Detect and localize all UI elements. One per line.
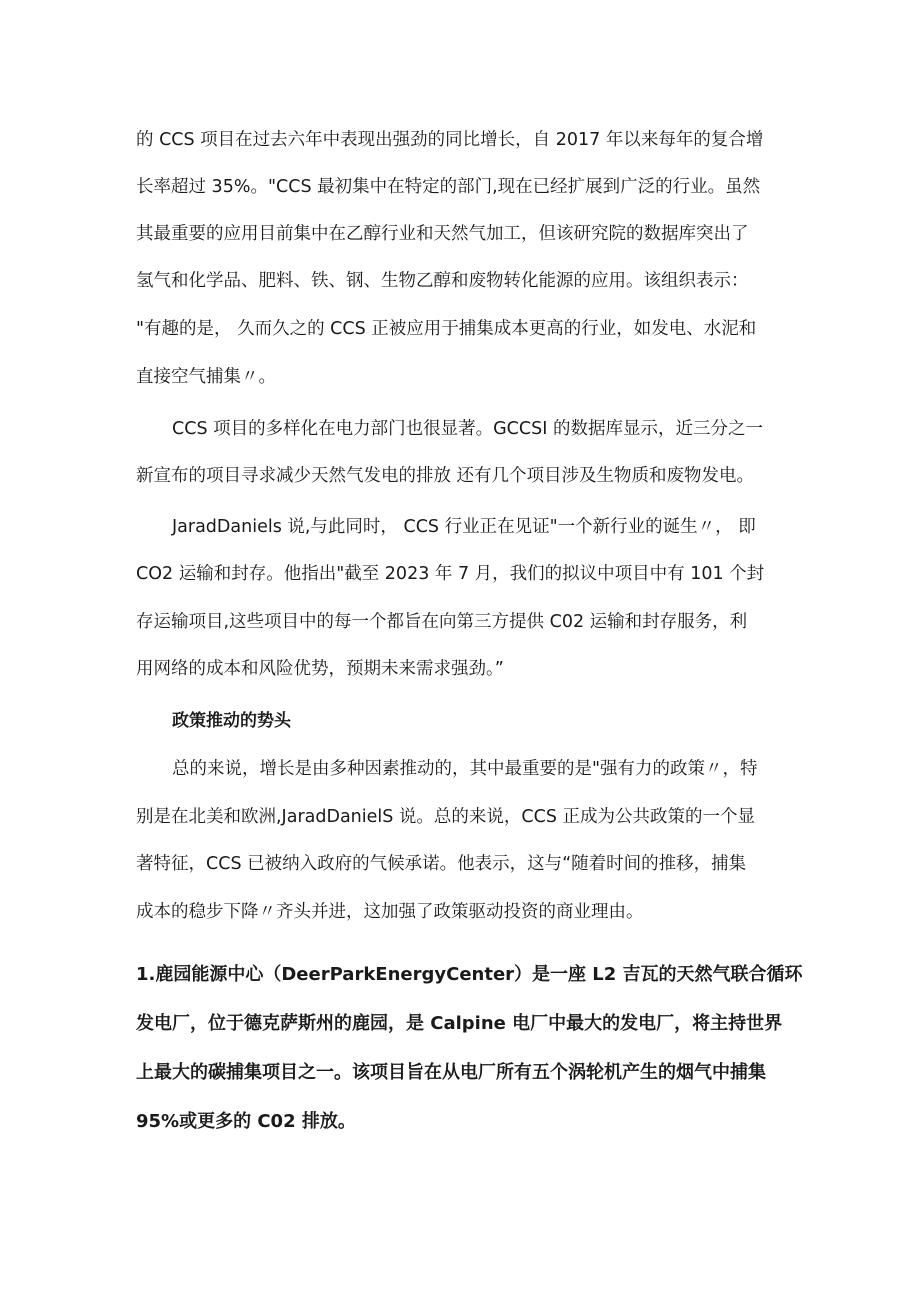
paragraph-line: 别是在北美和欧洲,JaradDanielS 说。总的来说，CCS 正成为公共政策的一个显 xyxy=(136,807,756,827)
section-heading: 政策推动的势头 xyxy=(172,711,291,731)
paragraph-line: 长率超过 35%。"CCS 最初集中在特定的部门,现在已经扩展到广泛的行业。虽然 xyxy=(136,177,761,197)
paragraph-line: 用网络的成本和风险优势，预期未来需求强劲。” xyxy=(136,659,504,679)
paragraph-line: 氢气和化学品、肥料、铁、钢、生物乙醇和废物转化能源的应用。该组织表示： xyxy=(136,271,749,291)
paragraph-line: 总的来说，增长是由多种因素推动的，其中最重要的是"强有力的政策〃，特 xyxy=(172,759,758,779)
paragraph-line: 新宣布的项目寻求减少天然气发电的排放 还有几个项目涉及生物质和废物发电。 xyxy=(136,466,755,486)
bold-paragraph-line: 95%或更多的 C02 排放。 xyxy=(136,1111,356,1132)
paragraph-line: JaradDaniels 说,与此同时， CCS 行业正在见证"一个新行业的诞生〃， 即 xyxy=(172,517,756,537)
paragraph-line: 的 CCS 项目在过去六年中表现出强劲的同比增长，自 2017 年以来每年的复合增 xyxy=(136,130,764,150)
paragraph-line: CO2 运输和封存。他指出"截至 2023 年 7 月，我们的拟议中项目中有 101 个封 xyxy=(136,564,765,584)
paragraph-line: 成本的稳步下降〃齐头并进，这加强了政策驱动投资的商业理由。 xyxy=(136,902,644,922)
paragraph-line: 其最重要的应用目前集中在乙醇行业和天然气加工，但该研究院的数据库突出了 xyxy=(136,224,749,244)
paragraph-line: CCS 项目的多样化在电力部门也很显著。GCCSI 的数据库显示，近三分之一 xyxy=(172,419,763,439)
paragraph-line: 直接空气捕集〃。 xyxy=(136,367,276,387)
bold-paragraph-line: 上最大的碳捕集项目之一。该项目旨在从电厂所有五个涡轮机产生的烟气中捕集 xyxy=(136,1062,766,1083)
paragraph-line: 著特征，CCS 已被纳入政府的气候承诺。他表示，这与“随着时间的推移，捕集 xyxy=(136,854,747,874)
paragraph-line: "有趣的是， 久而久之的 CCS 正被应用于捕集成本更高的行业，如发电、水泥和 xyxy=(136,319,757,339)
paragraph-line: 存运输项目,这些项目中的每一个都旨在向第三方提供 C02 运输和封存服务，利 xyxy=(136,612,748,632)
bold-paragraph-line: 1.鹿园能源中心（DeerParkEnergyCenter）是一座 L2 吉瓦的天然气联合循环 xyxy=(136,964,803,985)
bold-paragraph-line: 发电厂，位于德克萨斯州的鹿园，是 Calpine 电厂中最大的发电厂，将主持世界 xyxy=(136,1013,783,1034)
